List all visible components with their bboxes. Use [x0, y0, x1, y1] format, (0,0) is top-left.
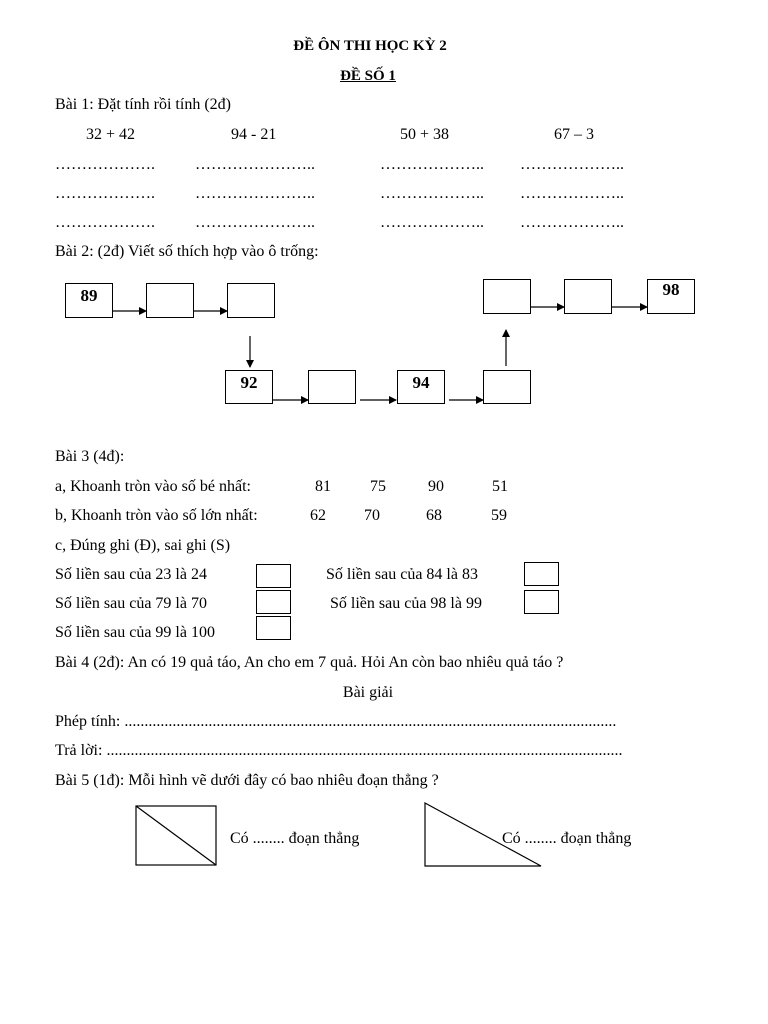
answer-dots: ……………….. — [520, 214, 624, 231]
bai1-label: Bài 1: Đặt tính rồi tính (2đ) — [55, 96, 231, 113]
phep-tinh-line[interactable]: Phép tính: ........................................................................................................................... — [55, 713, 617, 730]
bai1-problem-2: 94 - 21 — [231, 126, 277, 143]
bai3-b-number[interactable]: 59 — [491, 507, 507, 524]
bai1-problem-1: 32 + 42 — [86, 126, 136, 143]
statement: Số liền sau của 98 là 99 — [330, 595, 482, 612]
exam-number: ĐỀ SỐ 1 — [340, 68, 396, 84]
square-with-diagonal — [136, 806, 216, 865]
bai5-answer-2[interactable]: Có ........ đoạn thẳng — [502, 830, 632, 847]
answer-dots: ……………….. — [520, 156, 624, 173]
bai1-problem-4: 67 – 3 — [554, 126, 594, 143]
number-box-start: 89 — [65, 283, 113, 318]
answer-dots: ………………….. — [195, 156, 315, 173]
answer-dots: ……………….. — [520, 185, 624, 202]
answer-dots: ………………. — [55, 185, 155, 202]
bai3-c-label: c, Đúng ghi (Đ), sai ghi (S) — [55, 537, 231, 554]
statement: Số liền sau của 23 là 24 — [55, 566, 207, 583]
bai3-b-number[interactable]: 70 — [364, 507, 380, 524]
answer-dots: ………………….. — [195, 185, 315, 202]
bai3-a-number[interactable]: 90 — [428, 478, 444, 495]
number-box-94: 94 — [397, 370, 445, 404]
answer-dots: ……………….. — [380, 185, 484, 202]
bai3-a-label: a, Khoanh tròn vào số bé nhất: — [55, 478, 251, 495]
bai5-answer-1[interactable]: Có ........ đoạn thẳng — [230, 830, 360, 847]
tra-loi-line[interactable]: Trả lời: ................................................................................................................................. — [55, 742, 623, 759]
answer-dots: ………………. — [55, 156, 155, 173]
answer-dots: ………………. — [55, 214, 155, 231]
statement: Số liền sau của 79 là 70 — [55, 595, 207, 612]
answer-dots: ………………….. — [195, 214, 315, 231]
answer-dots: ……………….. — [380, 214, 484, 231]
statement: Số liền sau của 99 là 100 — [55, 624, 215, 641]
statement: Số liền sau của 84 là 83 — [326, 566, 478, 583]
bai4-label: Bài 4 (2đ): An có 19 quả táo, An cho em 7 quả. Hỏi An còn bao nhiêu quả táo ? — [55, 654, 564, 671]
bai1-problem-3: 50 + 38 — [400, 126, 450, 143]
bai3-b-number[interactable]: 68 — [426, 507, 442, 524]
number-box-92: 92 — [225, 370, 273, 404]
answer-dots: ……………….. — [380, 156, 484, 173]
bai3-b-number[interactable]: 62 — [310, 507, 326, 524]
solution-title: Bài giải — [342, 684, 394, 701]
bai3-a-number[interactable]: 81 — [315, 478, 331, 495]
number-box-end: 98 — [647, 279, 695, 314]
page-title: ĐỀ ÔN THI HỌC KỲ 2 — [293, 38, 447, 54]
bai3-a-number[interactable]: 51 — [492, 478, 508, 495]
bai3-label: Bài 3 (4đ): — [55, 448, 125, 465]
bai3-a-number[interactable]: 75 — [370, 478, 386, 495]
bai5-label: Bài 5 (1đ): Mỗi hình vẽ dưới đây có bao nhiêu đoạn thẳng ? — [55, 772, 439, 789]
bai3-b-label: b, Khoanh tròn vào số lớn nhất: — [55, 507, 258, 524]
bai2-label: Bài 2: (2đ) Viết số thích hợp vào ô trống: — [55, 243, 319, 260]
